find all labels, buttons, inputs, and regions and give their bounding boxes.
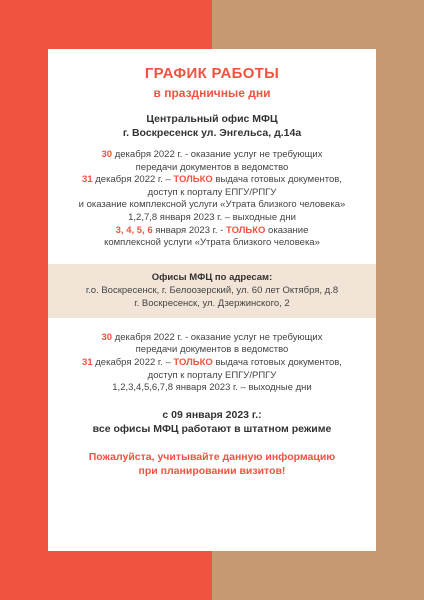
normal-mode-text: все офисы МФЦ работают в штатном режиме	[92, 422, 332, 435]
highlight-date: 3, 4, 5, 6	[115, 224, 153, 236]
normal-mode-date: с 09 января 2023 г.:	[162, 408, 262, 421]
other-offices-box	[48, 264, 376, 318]
highlight-date: 30	[101, 331, 113, 343]
schedule-text: января 2023 г. -	[152, 224, 226, 236]
schedule-line: передачи документов в ведомство	[135, 161, 289, 173]
schedule-line: 1,2,7,8 января 2023 г. – выходные дни	[128, 211, 296, 223]
reminder-line: при планировании визитов!	[138, 464, 286, 477]
schedule-line	[48, 149, 376, 162]
schedule-text: декабря 2022 г. –	[92, 174, 174, 186]
schedule-line: комплексной услуги «Утрата близкого человека»	[104, 237, 320, 249]
schedule-text: декабря 2022 г. –	[92, 356, 174, 368]
only-highlight: ТОЛЬКО	[173, 356, 213, 368]
schedule-text: декабря 2022 г. - оказание услуг не требующих	[112, 149, 323, 160]
central-office-schedule	[48, 149, 376, 250]
reminder-line: Пожалуйста, учитывайте данную информацию	[88, 450, 336, 463]
highlight-date: 31	[82, 174, 93, 186]
schedule-line: доступ к порталу ЕПГУ/РПГУ	[147, 186, 277, 198]
schedule-line: доступ к порталу ЕПГУ/РПГУ	[147, 369, 277, 381]
highlight-date: 31	[82, 356, 93, 368]
other-offices-heading: Офисы МФЦ по адресам:	[151, 271, 273, 283]
highlight-date: 30	[101, 149, 113, 160]
page-title: ГРАФИК РАБОТЫ	[144, 65, 280, 82]
schedule-line: и оказание комплексной услуги «Утрата близкого человека»	[78, 199, 346, 211]
only-highlight: ТОЛЬКО	[226, 224, 266, 236]
schedule-text: выдача готовых документов,	[212, 356, 342, 368]
office-address: г.о. Воскресенск, г. Белоозерский, ул. 60 лет Октября, д.8	[85, 284, 339, 296]
schedule-line	[48, 357, 376, 370]
schedule-line	[48, 174, 376, 187]
schedule-line: 1,2,3,4,5,6,7,8 января 2023 г. – выходные дни	[112, 382, 312, 394]
schedule-card	[48, 49, 376, 551]
other-offices-schedule	[48, 332, 376, 395]
office-address: г. Воскресенск, ул. Дзержинского, 2	[134, 297, 290, 309]
only-highlight: ТОЛЬКО	[173, 174, 213, 186]
schedule-text: оказание	[265, 224, 309, 236]
page-subtitle: в праздничные дни	[153, 86, 271, 100]
visit-reminder	[48, 450, 376, 478]
schedule-text: выдача готовых документов,	[212, 174, 342, 186]
schedule-line	[48, 225, 376, 238]
schedule-line: передачи документов в ведомство	[135, 344, 289, 356]
central-office-address: г. Воскресенск ул. Энгельса, д.14а	[122, 127, 302, 139]
normal-mode-notice	[48, 408, 376, 436]
central-office-name: Центральный офис МФЦ	[146, 113, 278, 125]
central-office-header	[48, 112, 376, 140]
schedule-text: декабря 2022 г. - оказание услуг не требующих	[112, 331, 323, 343]
schedule-line	[48, 332, 376, 345]
